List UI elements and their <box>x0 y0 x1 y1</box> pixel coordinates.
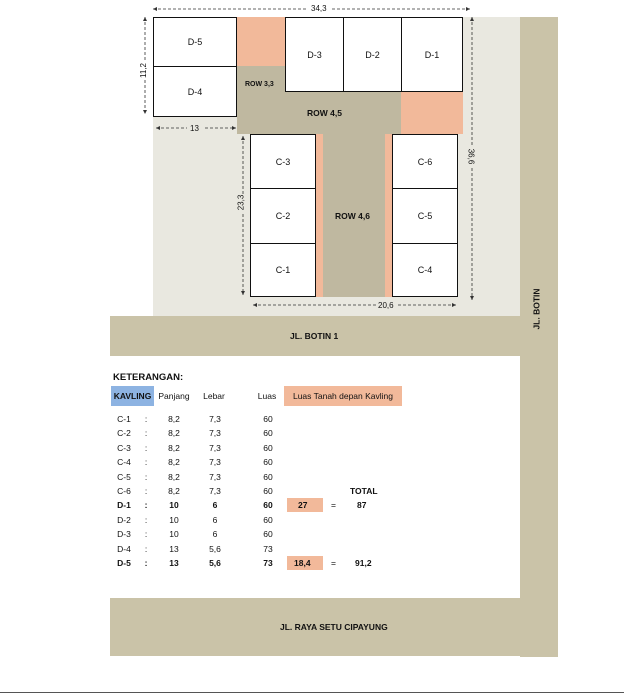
header-luas-tanah: Luas Tanah depan Kavling <box>284 386 402 406</box>
plot-c5-label: C-5 <box>417 211 433 221</box>
legend-cell-lebar: 7,3 <box>209 486 221 496</box>
header-lebar: Lebar <box>203 391 225 401</box>
legend-cell-panjang: 13 <box>169 558 179 568</box>
legend-cell-kavling: C-2 <box>117 428 131 439</box>
plot-c4 <box>392 243 458 297</box>
plot-c1 <box>250 243 316 297</box>
legend-cell-luas: 60 <box>263 486 273 496</box>
plot-c4-label: C-4 <box>417 265 433 275</box>
front-land-c-left <box>315 134 323 297</box>
plot-d5-label: D-5 <box>187 37 203 47</box>
legend-cell-sep: : <box>144 471 148 482</box>
header-kavling: KAVLING <box>111 386 154 406</box>
legend-cell-kavling: D-5 <box>117 558 131 568</box>
legend-cell-lebar: 5,6 <box>209 543 221 554</box>
legend-cell-kavling: D-3 <box>117 529 131 540</box>
road-botin-label: JL. BOTIN <box>531 288 542 330</box>
legend-cell-sep: : <box>144 558 148 568</box>
road-botin-1-label: JL. BOTIN 1 <box>290 331 339 341</box>
header-panjang: Panjang <box>158 391 190 401</box>
plot-d3 <box>285 17 344 92</box>
legend-cell-luas: 60 <box>263 414 273 424</box>
legend-cell-panjang: 8,2 <box>168 442 180 453</box>
legend-cell-kavling: C-5 <box>117 471 131 482</box>
legend-title: KETERANGAN: <box>113 372 184 383</box>
plot-d2 <box>343 17 402 92</box>
legend-cell-lebar: 7,3 <box>209 428 221 439</box>
legend-cell-lebar: 7,3 <box>209 457 221 468</box>
legend-cell-panjang: 13 <box>169 543 179 554</box>
legend-cell-luas: 60 <box>263 529 273 540</box>
legend-cell-lebar: 6 <box>212 529 218 540</box>
dimension-top: 34,3 <box>311 4 327 13</box>
legend-cell-kavling: D-1 <box>117 500 131 511</box>
plot-c2 <box>250 188 316 244</box>
plot-c6 <box>392 134 458 189</box>
legend-cell-lebar: 6 <box>212 500 218 511</box>
bottom-divider <box>0 692 624 693</box>
legend-cell-lebar: 7,3 <box>209 442 221 453</box>
legend-cell-lebar: 7,3 <box>209 414 221 424</box>
legend-cell-sep: : <box>144 543 148 554</box>
plot-c5 <box>392 188 458 244</box>
plot-d2-label: D-2 <box>365 49 380 60</box>
legend-cell-luas: 60 <box>263 514 273 525</box>
total-label: TOTAL <box>350 486 378 496</box>
plot-c3 <box>250 134 316 189</box>
row-45-label: ROW 4,5 <box>307 108 342 118</box>
legend-cell-sep: : <box>144 442 148 453</box>
legend-cell-luas: 60 <box>263 500 273 511</box>
dimension-bottom-d: 13 <box>190 124 199 133</box>
legend-cell-lebar: 5,6 <box>209 558 221 568</box>
front-land-d5 <box>237 17 285 66</box>
legend-cell-kavling: D-4 <box>117 543 131 554</box>
legend-cell-luas: 60 <box>263 428 273 439</box>
legend-cell-luas: 73 <box>263 558 273 568</box>
legend-cell-kavling: C-3 <box>117 442 131 453</box>
legend-cell-luas: 60 <box>263 457 273 468</box>
legend-cell-sep: : <box>144 428 148 439</box>
plot-d5 <box>153 17 237 67</box>
plot-c6-label: C-6 <box>417 156 433 167</box>
front-land-d1 <box>401 92 463 134</box>
d5-front-value: 18,4 <box>294 558 311 568</box>
legend-cell-kavling: C-6 <box>117 486 131 496</box>
legend-cell-sep: : <box>144 514 148 525</box>
legend-cell-luas: 60 <box>263 442 273 453</box>
legend-cell-sep: : <box>144 457 148 468</box>
legend-cell-sep: : <box>144 500 148 511</box>
plot-d1-label: D-1 <box>424 49 440 60</box>
header-luas: Luas <box>257 391 277 401</box>
plot-d1 <box>401 17 463 92</box>
legend-cell-panjang: 10 <box>169 529 179 540</box>
plot-c3-label: C-3 <box>275 156 291 167</box>
row-46-label: ROW 4,6 <box>335 211 370 221</box>
dimension-bottom-c: 20,6 <box>378 301 394 310</box>
plot-c1-label: C-1 <box>275 265 291 275</box>
legend-cell-panjang: 10 <box>169 500 179 511</box>
legend-cell-sep: : <box>144 486 148 496</box>
d5-equals: = <box>331 558 336 568</box>
legend-cell-sep: : <box>144 529 148 540</box>
legend-cell-luas: 73 <box>263 543 273 554</box>
legend-cell-panjang: 8,2 <box>168 486 180 496</box>
plot-c2-label: C-2 <box>275 211 291 221</box>
row-33-label: ROW 3,3 <box>245 81 274 88</box>
legend-cell-panjang: 8,2 <box>168 457 180 468</box>
legend-cell-sep: : <box>144 414 148 424</box>
d1-equals: = <box>331 500 336 510</box>
legend-cell-panjang: 8,2 <box>168 414 180 424</box>
legend-cell-luas: 60 <box>263 471 273 482</box>
land-white-left <box>110 17 153 316</box>
legend-cell-lebar: 6 <box>212 514 218 525</box>
legend-cell-kavling: C-4 <box>117 457 131 468</box>
legend-cell-panjang: 10 <box>169 514 179 525</box>
plot-d3-label: D-3 <box>307 49 322 60</box>
d1-total: 87 <box>357 500 367 510</box>
row-area-33 <box>237 66 285 92</box>
legend-cell-panjang: 8,2 <box>168 471 180 482</box>
d1-front-value: 27 <box>298 500 308 510</box>
legend-cell-panjang: 8,2 <box>168 428 180 439</box>
dimension-left-d: 11,2 <box>138 63 148 78</box>
dimension-right: 36,6 <box>466 148 476 165</box>
legend-cell-kavling: C-1 <box>117 414 131 424</box>
road-setu-label: JL. RAYA SETU CIPAYUNG <box>280 622 388 632</box>
legend-cell-lebar: 7,3 <box>209 471 221 482</box>
d5-total: 91,2 <box>355 558 372 568</box>
legend-cell-kavling: D-2 <box>117 514 131 525</box>
dimension-left-c: 23,3 <box>236 194 246 211</box>
plot-d4 <box>153 66 237 117</box>
plot-d4-label: D-4 <box>187 86 203 97</box>
